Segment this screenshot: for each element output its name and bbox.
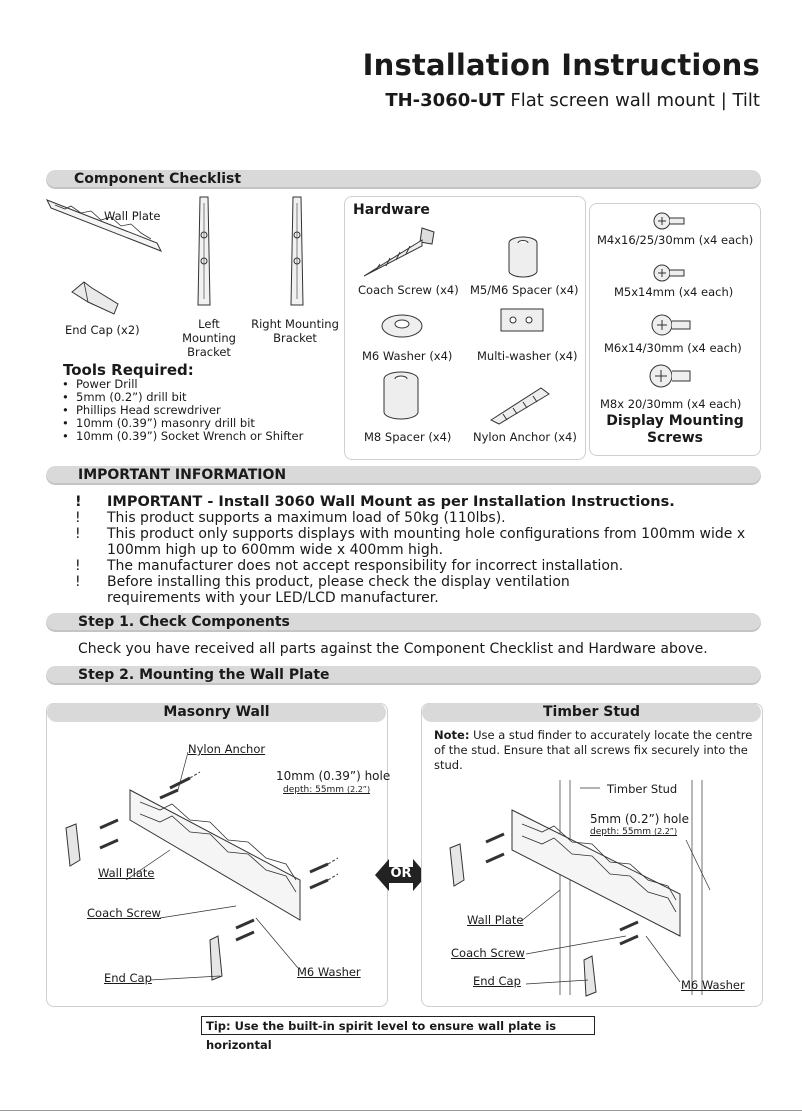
tool-item: • 10mm (0.39”) masonry drill bit [62,417,342,430]
m8-screw-label: M8x 20/30mm (x4 each) [600,397,742,411]
or-label: OR [390,866,412,881]
model-number: TH-3060-UT [385,90,505,111]
multi-washer-icon [497,305,547,337]
page-bottom-rule [0,1110,802,1111]
timber-stud-label: Timber Stud [607,782,678,796]
m4-screw-label: M4x16/25/30mm (x4 each) [597,233,754,247]
tool-item: • Power Drill [62,378,342,391]
warning-bang: ! [75,574,81,590]
m4-screw-icon [652,210,688,232]
warning-bang: ! [75,510,81,526]
important-lead-text: IMPORTANT - Install 3060 Wall Mount as per Installation Instructions. [107,494,675,510]
spacer-label: M5/M6 Spacer (x4) [470,283,579,297]
section-heading: Component Checklist [74,171,242,187]
important-item-text: This product only supports displays with mounting hole configurations from 100mm wide x 100mm high up to 600mm wide x 400mm high. [107,526,746,558]
wall-plate-illustration [45,195,165,255]
timber-note-label: Note: [434,728,470,742]
warning-bang: ! [75,558,81,574]
end-cap-illustration [68,278,128,318]
step1-bar [46,613,761,632]
masonry-end-cap-label: End Cap [104,971,152,985]
masonry-heading: Masonry Wall [47,703,386,722]
timber-hole-label: 5mm (0.2”) hole [590,812,689,826]
masonry-depth-label [283,785,370,795]
important-item [49,558,761,574]
timber-end-cap-label: End Cap [473,974,521,988]
m6-washer-label: M6 Washer (x4) [362,349,453,363]
timber-depth-label [590,827,677,837]
component-checklist-bar [46,170,761,189]
end-cap-label: End Cap (x2) [65,323,140,337]
left-bracket-illustration [190,195,220,310]
step2-bar [46,666,761,685]
timber-heading: Timber Stud [422,703,761,722]
masonry-coach-screw-label: Coach Screw [87,906,161,920]
product-name: Flat screen wall mount | Tilt [510,90,760,111]
timber-depth-inches: (2.2”) [653,827,678,836]
multi-washer-label: Multi-washer (x4) [477,349,578,363]
tool-item: • 5mm (0.2”) drill bit [62,391,342,404]
important-item-text: Before installing this product, please check the display ventilation requirements with your LED/LCD manufacturer. [107,574,570,606]
m5-screw-icon [652,262,688,284]
hardware-heading: Hardware [353,202,430,218]
timber-diagram [430,770,750,995]
or-badge [375,857,427,893]
tools-heading: Tools Required: [63,361,194,379]
nylon-anchor-label: Nylon Anchor (x4) [473,430,577,444]
tools-list [62,378,342,443]
important-item [49,510,761,526]
important-item-text: This product supports a maximum load of 50kg (110lbs). [107,510,506,526]
step1-text: Check you have received all parts against the Component Checklist and Hardware above. [78,641,708,657]
important-item [49,526,761,558]
m6-washer-icon [380,312,424,342]
right-bracket-illustration [283,195,313,310]
display-screws-heading: Display Mounting Screws [606,413,744,446]
timber-m6-washer-label: M6 Washer [681,978,745,992]
important-info-bar [46,466,761,485]
m8-spacer-icon [380,370,422,422]
important-info-list [49,494,761,606]
tip-box: Tip: Use the built-in spirit level to ensure wall plate is horizontal [201,1016,595,1035]
m6-screw-icon [650,311,694,339]
timber-coach-screw-label: Coach Screw [451,946,525,960]
page-subtitle [385,90,760,111]
m8-spacer-label: M8 Spacer (x4) [364,430,452,444]
coach-screw-icon [360,222,440,280]
warning-bang: ! [75,526,81,542]
tool-item: • 10mm (0.39”) Socket Wrench or Shifter [62,430,342,443]
m5-screw-label: M5x14mm (x4 each) [614,285,734,299]
tool-item: • Phillips Head screwdriver [62,404,342,417]
section-heading: IMPORTANT INFORMATION [78,467,287,483]
right-bracket-label: Right Mounting Bracket [251,317,339,345]
nylon-anchor-icon [485,380,555,425]
coach-screw-label: Coach Screw (x4) [358,283,459,297]
masonry-hole-label: 10mm (0.39”) hole [276,769,391,783]
timber-depth-value: depth: 55mm [590,827,652,837]
wall-plate-label: Wall Plate [104,209,161,223]
timber-note-text: Use a stud finder to accurately locate the centre of the stud. Ensure that all screws fix securely into the stud. [434,728,753,772]
m8-screw-icon [648,361,694,391]
m6-screw-label: M6x14/30mm (x4 each) [604,341,742,355]
section-heading: Step 1. Check Components [78,614,290,630]
masonry-nylon-anchor-label: Nylon Anchor [188,742,266,756]
masonry-wall-plate-label: Wall Plate [98,866,155,880]
timber-note [434,728,754,773]
spacer-icon [505,235,541,280]
masonry-m6-washer-label: M6 Washer [297,965,361,979]
timber-wall-plate-label: Wall Plate [467,913,524,927]
masonry-depth-value: depth: 55mm [283,785,345,795]
important-lead [49,494,761,510]
page-title: Installation Instructions [362,48,760,82]
warning-bang: ! [75,494,82,510]
section-heading: Step 2. Mounting the Wall Plate [78,667,330,683]
left-bracket-label: Left Mounting Bracket [182,317,236,359]
important-item [49,574,761,606]
important-item-text: The manufacturer does not accept responsibility for incorrect installation. [107,558,624,574]
masonry-depth-inches: (2.2”) [346,785,371,794]
